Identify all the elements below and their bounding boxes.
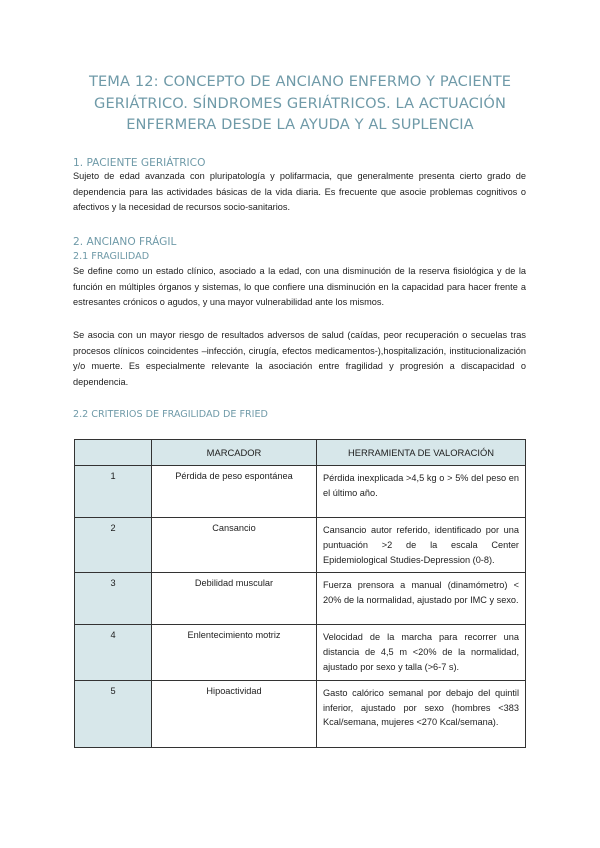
table-header-row (75, 440, 526, 466)
row-marker: Cansancio (152, 518, 317, 573)
row-tool: Fuerza prensora a manual (dinamómetro) < 20% de la normalidad, ajustado por IMC y sexo. (317, 573, 526, 625)
row-tool: Cansancio autor referido, identificado por una puntuación >2 de la escala Center Epidemiological Studies-Depression (0-8). (317, 518, 526, 573)
row-number: 3 (75, 573, 152, 625)
section-2-2-heading: 2.2 CRITERIOS DE FRAGILIDAD DE FRIED (73, 409, 268, 420)
table-row (75, 680, 526, 747)
row-tool: Pérdida inexplicada >4,5 kg o > 5% del peso en el último año. (317, 466, 526, 518)
fried-criteria-table (74, 439, 526, 748)
table-row (75, 573, 526, 625)
row-marker: Debilidad muscular (152, 573, 317, 625)
row-number: 1 (75, 466, 152, 518)
table-header-tool: HERRAMIENTA DE VALORACIÓN (317, 440, 526, 466)
row-number: 2 (75, 518, 152, 573)
table-row (75, 625, 526, 680)
section-1-heading: 1. PACIENTE GERIÁTRICO (73, 157, 206, 169)
table-row (75, 518, 526, 573)
row-marker: Pérdida de peso espontánea (152, 466, 317, 518)
row-tool: Velocidad de la marcha para recorrer una distancia de 4,5 m <20% de la normalidad, ajustado por sexo y talla (>6-7 s). (317, 625, 526, 680)
page-title: TEMA 12: CONCEPTO DE ANCIANO ENFERMO Y PACIENTE GERIÁTRICO. SÍNDROMES GERIÁTRICOS. LA ACTUACIÓN ENFERMERA DESDE LA AYUDA Y AL SUPLENCIA (88, 73, 512, 133)
row-marker: Hipoactividad (152, 680, 317, 747)
table-row (75, 466, 526, 518)
section-2-heading: 2. ANCIANO FRÁGIL (73, 236, 177, 248)
row-marker: Enlentecimiento motriz (152, 625, 317, 680)
section-2-1-paragraph-1: Se define como un estado clínico, asociado a la edad, con una disminución de la reserva fisiológica y de la función en múltiples órganos y sistemas, lo que confiere una disminución en la capacidad para hacer frente a estresantes crónicos o agudos, y una mayor vulnerabilidad ante los mismos. (73, 266, 526, 308)
section-1-text: Sujeto de edad avanzada con pluripatología y polifarmacia, que generalmente presenta cierto grado de dependencia para las actividades básicas de la vida diaria. Es frecuente que asocie problemas cognitivos o afectivos y la necesidad de recursos socio-sanitarios. (73, 171, 526, 213)
table-header-blank (75, 440, 152, 466)
section-2-1-heading: 2.1 FRAGILIDAD (73, 251, 150, 262)
section-2-1-paragraph-2: Se asocia con un mayor riesgo de resultados adversos de salud (caídas, peor recuperación o secuelas tras procesos clínicos coincidentes –infección, cirugía, efectos medicamentos-),hospitalización, institucionalización y/o muerte. Es especialmente relevante la asociación entre fragilidad y progresión a discapacidad o dependencia. (73, 330, 526, 388)
table-header-marker: MARCADOR (152, 440, 317, 466)
row-number: 5 (75, 680, 152, 747)
row-tool: Gasto calórico semanal por debajo del quintil inferior, ajustado por sexo (hombres <383 Kcal/semana, mujeres <270 Kcal/semana). (317, 680, 526, 747)
row-number: 4 (75, 625, 152, 680)
